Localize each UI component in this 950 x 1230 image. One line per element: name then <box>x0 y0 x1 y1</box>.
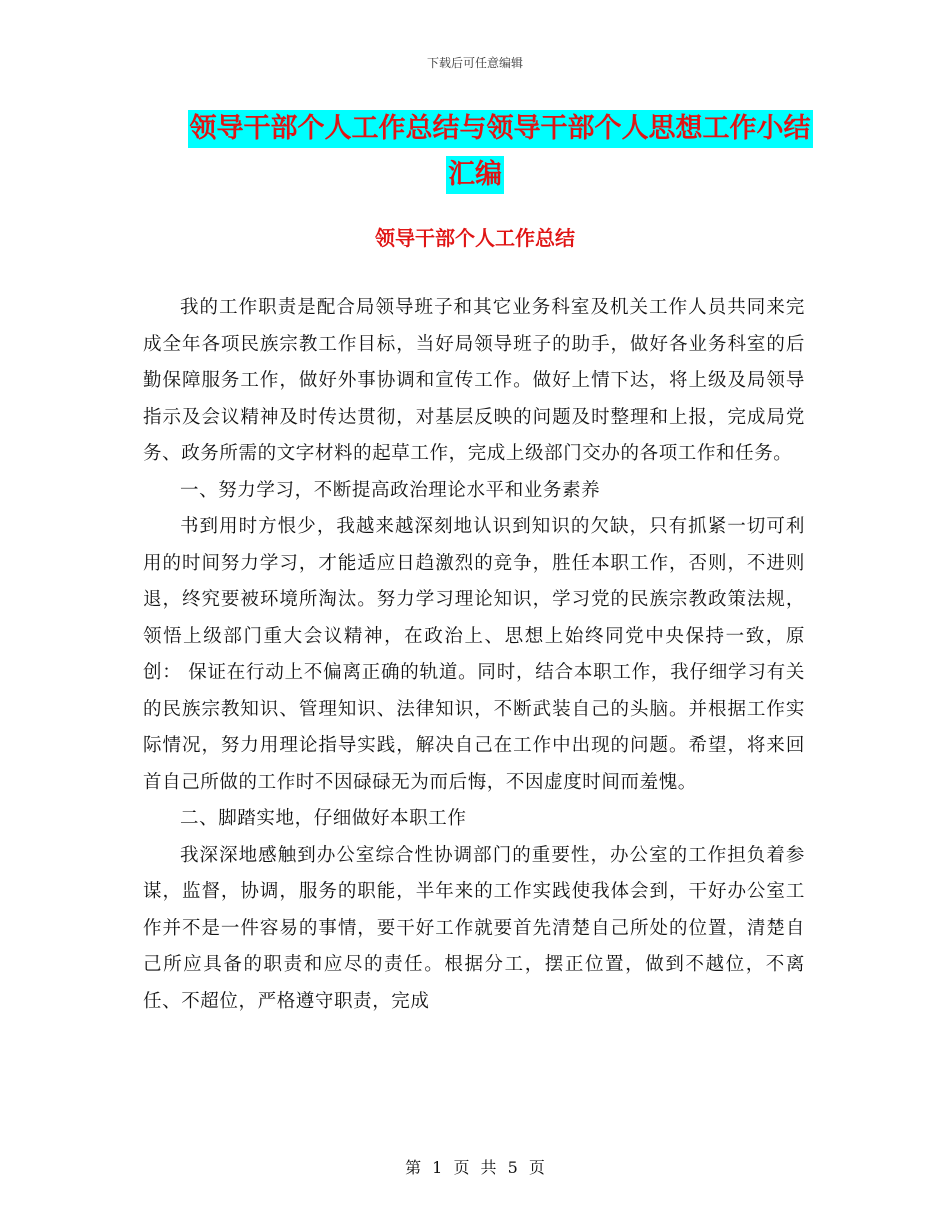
page-footer: 第 1 页 共 5 页 <box>405 1158 545 1177</box>
section-title: 领导干部个人工作总结 <box>375 226 575 250</box>
title-line-1: 领导干部个人工作总结与领导干部个人思想工作小结 <box>188 110 813 148</box>
paragraph: 书到用时方恨少，我越来越深刻地认识到知识的欠缺，只有抓紧一切可利用的时间努力学习，才能适应日趋激烈的竞争，胜任本职工作，否则，不进则退，终究要被环境所淘汰。努力学习理论知识，学习党的民族宗教政策法规，领悟上级部门重大会议精神，在政治上、思想上始终同党中央保持一致，原创： 保证在行动上不偏离正确的轨道。同时，结合本职工作，我仔细学习有关的民族宗教知识、管理知识、法律知识，不断武装自己的头脑。并根据工作实际情况，努力用理论指导实践，解决自己在工作中出现的问题。希望，将来回首自己所做的工作时不因碌碌无为而后悔，不因虚度时间而羞愧。 <box>143 516 805 793</box>
paragraph: 我的工作职责是配合局领导班子和其它业务科室及机关工作人员共同来完成全年各项民族宗教工作目标，当好局领导班子的助手，做好各业务科室的后勤保障服务工作，做好外事协调和宣传工作。做好上情下达，将上级及局领导指示及会议精神及时传达贯彻，对基层反映的问题及时整理和上报，完成局党务、政务所需的文字材料的起草工作，完成上级部门交办的各项工作和任务。 <box>143 297 805 464</box>
paragraph-heading: 二、脚踏实地，仔细做好本职工作 <box>180 808 467 829</box>
paragraph-heading: 一、努力学习，不断提高政治理论水平和业务素养 <box>180 479 601 501</box>
title-line-2: 汇编 <box>446 156 504 194</box>
body-text <box>143 290 805 1020</box>
header-note: 下载后可任意编辑 <box>426 56 523 70</box>
document-title <box>0 110 950 194</box>
paragraph: 我深深地感触到办公室综合性协调部门的重要性，办公室的工作担负着参谋，监督，协调，服务的职能，半年来的工作实践使我体会到，干好办公室工作并不是一件容易的事情，要干好工作就要首先清楚自己所处的位置，清楚自己所应具备的职责和应尽的责任。根据分工，摆正位置，做到不越位，不离任、不超位，严格遵守职责，完成 <box>143 844 805 1012</box>
